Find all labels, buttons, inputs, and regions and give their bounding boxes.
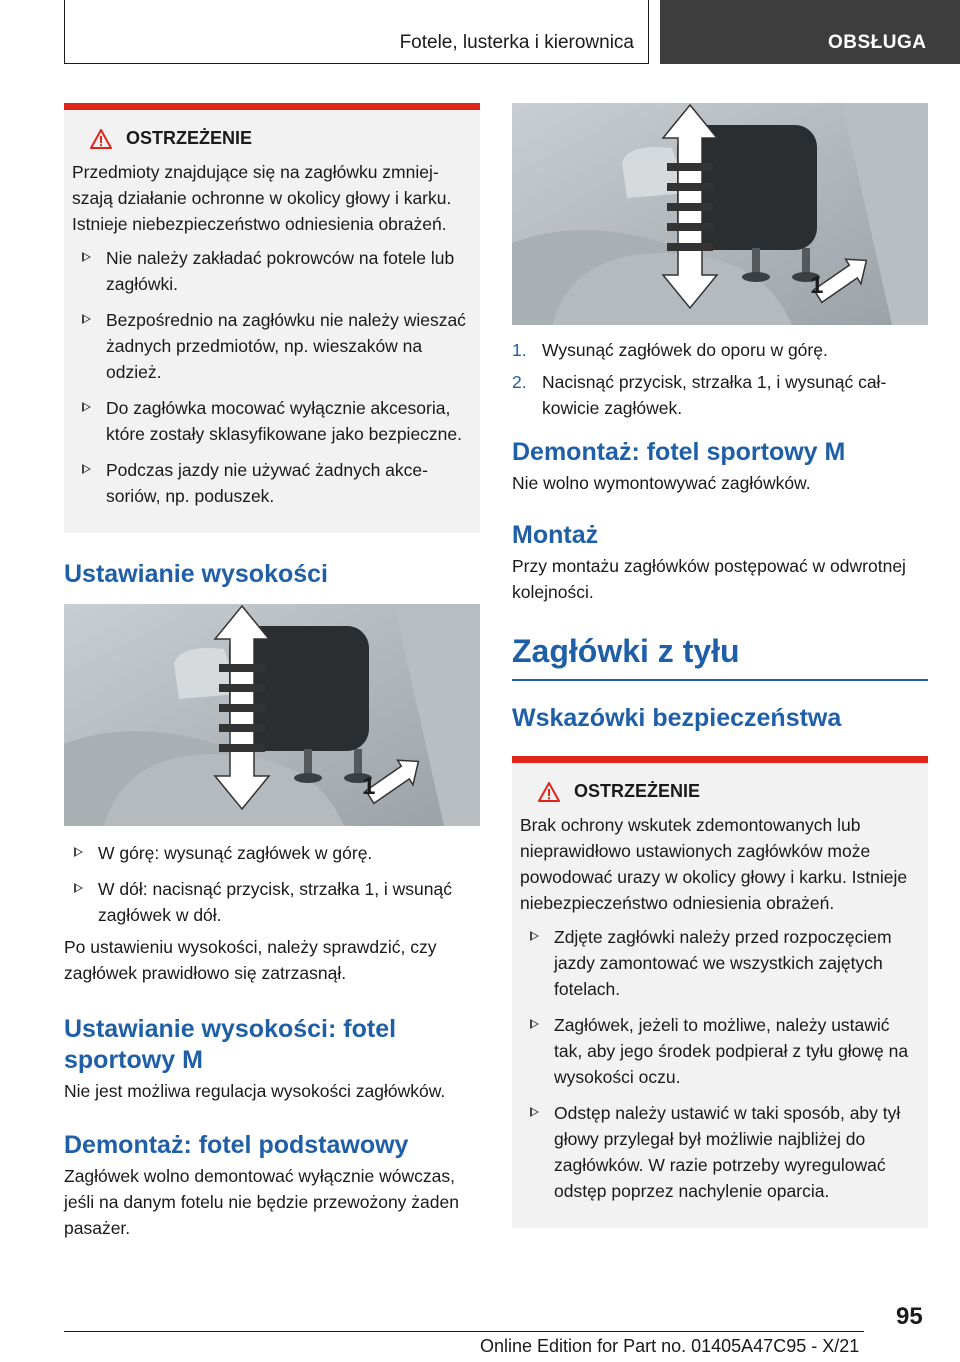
warning-header: [538, 781, 918, 802]
header-chapter-box: [64, 0, 649, 64]
warning-list-item: Odstęp należy ustawić w taki sposób, aby tył głowy przylegał był możliwie najbliżej do zagłówków. W razie potrzeby wyregulować odstęp poprzez nachylenie oparcia.: [554, 1100, 918, 1204]
section-heading-sport: Ustawianie wysokości: fotel sportowy M: [64, 1015, 397, 1074]
heading-rule: [512, 679, 928, 681]
install-paragraph: Przy montażu zagłówków postępować w odwrotnej kolejności.: [512, 556, 906, 602]
right-column: [512, 103, 928, 1228]
remove-sport-paragraph: Nie wolno wymontowywać zagłówków.: [512, 473, 811, 493]
warning-list-item: Nie należy zakładać pokrowców na fotele lub zagłówki.: [106, 245, 470, 297]
headrest-removal-photo: [512, 103, 928, 325]
section-heading-install: Montaż: [512, 521, 599, 549]
warning-box: [512, 756, 928, 1228]
sport-paragraph: Nie jest możliwa regulacja wysokości zagłówków.: [64, 1081, 446, 1101]
chapter-title: Fotele, lusterka i kierownica: [399, 32, 634, 53]
section-heading-height: Ustawianie wysokości: [64, 560, 329, 588]
warning-list: [520, 924, 918, 1204]
warning-text: Przedmioty znajdujące się na zagłówku zmniejszają działanie ochronne w okolicy głowy i karku. Istnieje niebezpieczeństwo odniesienia obrażeń.: [72, 162, 452, 234]
warning-triangle-icon: [538, 782, 560, 802]
warning-title: OSTRZEŻENIE: [574, 781, 701, 801]
footer-rule: [64, 1331, 864, 1332]
warning-title: OSTRZEŻENIE: [126, 128, 253, 148]
height-list: [64, 840, 480, 928]
headrest-height-photo: [64, 604, 480, 826]
step-text: Wysunąć zagłówek do oporu w górę.: [542, 340, 828, 360]
header-section-tab: [660, 0, 960, 64]
remove-basic-paragraph: Zagłówek wolno demontować wyłącznie wówczas, jeśli na danym fotelu nie będzie przewożony żaden pasażer.: [64, 1166, 459, 1238]
height-list-item: W górę: wysunąć zagłówek w górę.: [98, 840, 480, 866]
removal-step: [512, 369, 928, 421]
chapter-heading-rear: Zagłówki z tyłu: [512, 633, 740, 669]
image-callout-1: 1: [362, 773, 376, 800]
height-paragraph: Po ustawieniu wysokości, należy sprawdzić, czy zagłówek prawidłowo się zatrzasnął.: [64, 937, 437, 983]
section-heading-remove-sport: Demontaż: fotel sportowy M: [512, 438, 846, 466]
warning-box: [64, 103, 480, 533]
warning-list: [72, 245, 470, 509]
image-callout-1: 1: [810, 272, 824, 299]
warning-list-item: Bezpośrednio na zagłówku nie należy wieszać żadnych przedmiotów, np. wieszaków na odzież.: [106, 307, 470, 385]
removal-steps: [512, 337, 928, 421]
warning-list-item: Zagłówek, jeżeli to możliwe, należy ustawić tak, aby jego środek podpierał z tyłu głowę na wysokości oczu.: [554, 1012, 918, 1090]
section-heading-safety: Wskazówki bezpieczeństwa: [512, 704, 842, 732]
step-text: Nacisnąć przycisk, strzałka 1, i wysunąć całkowicie zagłówek.: [542, 372, 887, 418]
left-column: [64, 103, 480, 1241]
section-heading-remove-basic: Demontaż: fotel podstawowy: [64, 1131, 409, 1159]
edition-note: Online Edition for Part no. 01405A47C95 - X/21: [480, 1336, 860, 1356]
removal-step: [512, 337, 928, 363]
warning-list-item: Do zagłówka mocować wyłącznie akcesoria, które zostały sklasyfikowane jako bezpieczne.: [106, 395, 470, 447]
warning-triangle-icon: [90, 129, 112, 149]
page-number: 95: [896, 1303, 923, 1330]
warning-list-item: Podczas jazdy nie używać żadnych akcesoriów, np. poduszek.: [106, 457, 470, 509]
section-title: OBSŁUGA: [828, 32, 927, 53]
warning-text: Brak ochrony wskutek zdemontowanych lub nieprawidłowo ustawionych zagłówków może powodować urazy w okolicy głowy i karku. Istnieje niebezpieczeństwo odniesienia obrażeń.: [520, 815, 908, 913]
step-number: 1.: [512, 340, 527, 360]
step-number: 2.: [512, 372, 527, 392]
height-list-item: W dół: nacisnąć przycisk, strzałka 1, i wsunąć zagłówek w dół.: [98, 876, 480, 928]
warning-list-item: Zdjęte zagłówki należy przed rozpoczęciem jazdy zamontować we wszystkich zajętych fotelach.: [554, 924, 918, 1002]
warning-header: [90, 128, 470, 149]
